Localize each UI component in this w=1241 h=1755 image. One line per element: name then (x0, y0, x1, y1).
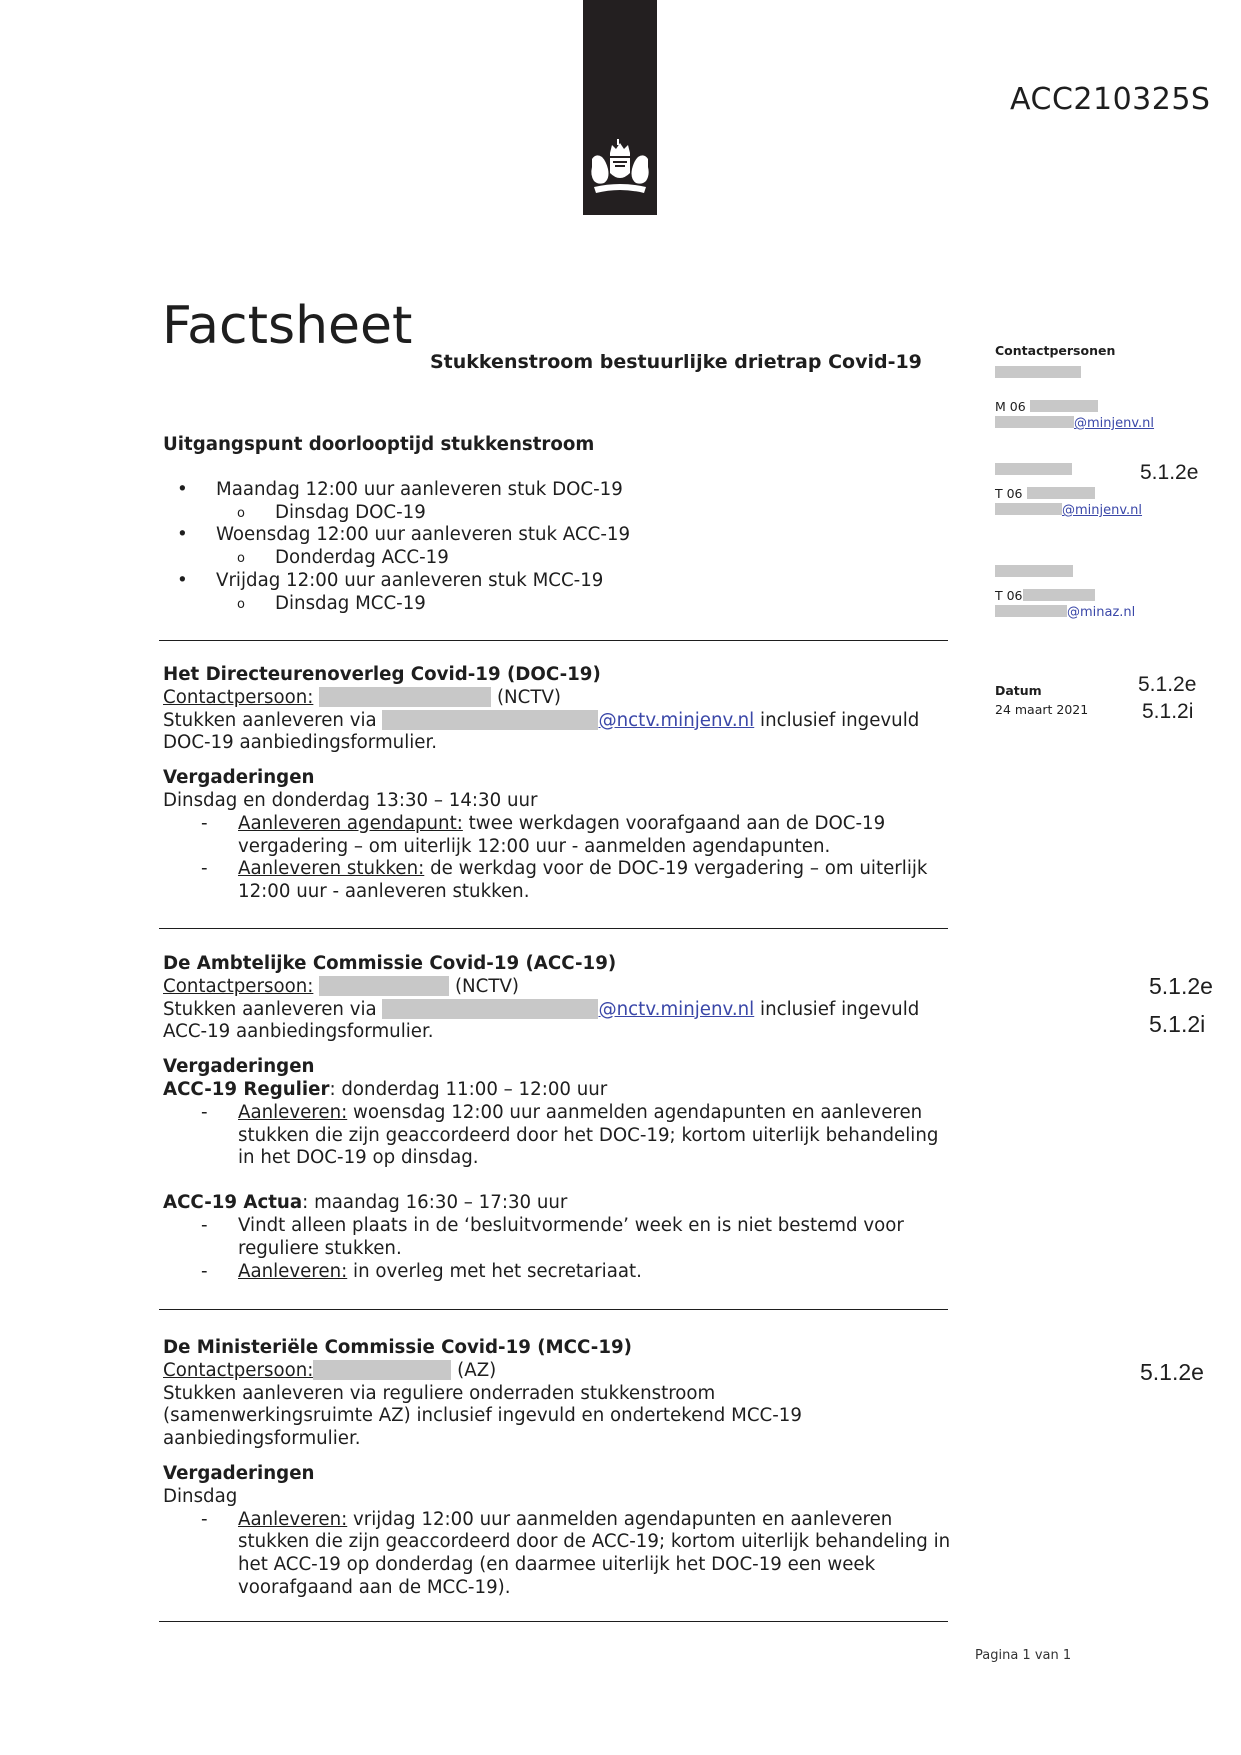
redacted-name (995, 366, 1081, 378)
contact-email (995, 415, 1195, 432)
date-label: Datum (995, 683, 1042, 698)
redacted-email (382, 710, 598, 730)
divider (159, 640, 948, 641)
email-link[interactable]: @nctv.minjenv.nl (598, 709, 755, 731)
bullet-text: vrijdag 12:00 uur aanmelden agendapunten en aanleveren stukken die zijn geaccordeerd door de ACC-19; kortom uiterlijk behandeling in het ACC-19 op donderdag (en daarmee uiterlijk het DOC-19 een week voorafgaand aan de MCC-19). (238, 1508, 951, 1598)
section-doc (163, 664, 953, 904)
contact-label: Contactpersoon: (163, 1359, 314, 1381)
list-item (163, 858, 953, 904)
list-subitem: o Donderdag ACC-19 (163, 547, 953, 570)
contact-phone (995, 588, 1195, 604)
email-link[interactable]: @minjenv.nl (1074, 416, 1155, 431)
list-item (163, 1261, 953, 1284)
list-subitem: o Dinsdag DOC-19 (163, 502, 953, 525)
submit-line-2: DOC-19 aanbiedingsformulier. (163, 732, 438, 754)
bullet-label: Aanleveren: (238, 1101, 348, 1123)
regular-meeting (163, 1079, 953, 1102)
list-item: • Woensdag 12:00 uur aanleveren stuk ACC-19 (163, 524, 953, 547)
list-subitem: o Dinsdag MCC-19 (163, 593, 953, 616)
page-title: Factsheet (162, 296, 413, 356)
divider (159, 928, 948, 929)
page-subtitle: Stukkenstroom bestuurlijke drietrap Covid-19 (430, 351, 922, 373)
redacted-email (995, 503, 1062, 515)
redacted-phone (1030, 400, 1098, 412)
contact-org: (AZ) (457, 1359, 497, 1381)
meetings-heading: Vergaderingen (163, 1056, 315, 1078)
submit-suffix: inclusief ingevuld (760, 998, 920, 1020)
submit-suffix: inclusief ingevuld (760, 709, 920, 731)
bullet-text: woensdag 12:00 uur aanmelden agendapunten en aanleveren stukken die zijn geaccordeerd door het DOC-19; kortom uiterlijk behandeling in het DOC-19 op dinsdag. (238, 1101, 939, 1169)
contact-email (995, 502, 1195, 519)
redacted-phone (1027, 487, 1095, 499)
email-link[interactable]: @minaz.nl (1067, 605, 1136, 620)
bullet-text: de werkdag voor de DOC-19 vergadering – om uiterlijk 12:00 uur - aanleveren stukken. (238, 858, 928, 903)
bullet-text: twee werkdagen voorafgaand aan de DOC-19 vergadering – om uiterlijk 12:00 uur - aanmelden agendapunten. (238, 812, 886, 857)
bullet-text: Vindt alleen plaats in de ‘besluitvormende’ week en is niet bestemd voor reguliere stukken. (238, 1214, 904, 1259)
redacted-name (995, 463, 1072, 475)
section-heading: De Ministeriële Commissie Covid-19 (MCC-19) (163, 1337, 632, 1358)
acc-regular-bullets (163, 1102, 953, 1170)
intro-section (163, 434, 953, 616)
submit-prefix: Stukken aanleveren via (163, 709, 377, 731)
submit-text: Stukken aanleveren via reguliere onderraden stukkenstroom (samenwerkingsruimte AZ) inclusief ingevuld en ondertekend MCC-19 aanbiedingsformulier. (163, 1382, 802, 1450)
redacted-email (995, 416, 1074, 428)
contact-org: (NCTV) (496, 686, 562, 708)
redaction-mark: 5.1.2i (1149, 1011, 1206, 1037)
email-link[interactable]: @nctv.minjenv.nl (598, 998, 755, 1020)
redaction-mark: 5.1.2e (1138, 673, 1197, 696)
meeting-label: ACC-19 Regulier (163, 1078, 330, 1100)
bullet-label: Aanleveren: (238, 1260, 348, 1282)
email-link[interactable]: @minjenv.nl (1062, 503, 1143, 518)
list-item: • Vrijdag 12:00 uur aanleveren stuk MCC-19 (163, 570, 953, 593)
coat-of-arms-icon (586, 139, 654, 201)
submit-line (163, 999, 953, 1022)
meeting-time: : donderdag 11:00 – 12:00 uur (329, 1078, 608, 1100)
contact-org: (NCTV) (454, 975, 520, 997)
meeting-time: : maandag 16:30 – 17:30 uur (302, 1192, 568, 1214)
meeting-label: ACC-19 Actua (163, 1192, 303, 1214)
acc-actua-bullets (163, 1215, 953, 1283)
redacted-name (319, 687, 491, 707)
contact-phone (995, 486, 1195, 502)
section-heading: Het Directeurenoverleg Covid-19 (DOC-19) (163, 664, 601, 685)
contact-line (163, 976, 953, 999)
list-item: • Maandag 12:00 uur aanleveren stuk DOC-19 (163, 479, 953, 502)
redacted-phone (1023, 589, 1095, 601)
sidebar-date (995, 683, 1088, 718)
doc-bullets (163, 813, 953, 904)
document-code: ACC210325S (1010, 82, 1211, 117)
list-item (163, 1215, 953, 1261)
date-value: 24 maart 2021 (995, 702, 1089, 717)
page-number: Pagina 1 van 1 (975, 1648, 1072, 1663)
bullet-label: Aanleveren stukken: (238, 858, 425, 880)
redacted-name (313, 1360, 451, 1380)
redacted-name (319, 976, 449, 996)
meetings-time: Dinsdag (163, 1485, 238, 1507)
submit-prefix: Stukken aanleveren via (163, 998, 377, 1020)
redaction-mark: 5.1.2e (1140, 461, 1199, 484)
contact-email (995, 604, 1195, 621)
bullet-label: Aanleveren agendapunt: (238, 812, 463, 834)
mcc-bullets (163, 1509, 953, 1600)
logo-block (583, 0, 657, 215)
phone-prefix: T 06 (995, 588, 1023, 603)
section-heading: De Ambtelijke Commissie Covid-19 (ACC-19) (163, 953, 617, 974)
submit-line (163, 710, 953, 733)
actua-meeting (163, 1192, 953, 1215)
meetings-heading: Vergaderingen (163, 1462, 315, 1484)
phone-prefix: T 06 (995, 486, 1023, 501)
redaction-mark: 5.1.2e (1149, 973, 1213, 999)
list-item (163, 813, 953, 859)
contact-line (163, 687, 953, 710)
redacted-name (995, 565, 1073, 577)
meetings-time: Dinsdag en donderdag 13:30 – 14:30 uur (163, 789, 538, 811)
divider (159, 1621, 948, 1622)
divider (159, 1309, 948, 1310)
list-item (163, 1102, 953, 1170)
redaction-mark: 5.1.2i (1142, 700, 1194, 723)
phone-prefix: M 06 (995, 399, 1026, 414)
section-mcc (163, 1337, 953, 1600)
redacted-email (382, 999, 598, 1019)
meetings-heading: Vergaderingen (163, 767, 315, 789)
intro-heading: Uitgangspunt doorlooptijd stukkenstroom (163, 434, 595, 455)
intro-list (163, 479, 953, 616)
contact-label: Contactpersoon: (163, 975, 314, 997)
section-acc (163, 953, 953, 1283)
redaction-mark: 5.1.2e (1140, 1359, 1204, 1385)
contact-phone (995, 399, 1195, 415)
contact-line (163, 1360, 953, 1383)
submit-line-2: ACC-19 aanbiedingsformulier. (163, 1021, 434, 1043)
redacted-email (995, 605, 1067, 617)
contacts-label: Contactpersonen (995, 343, 1116, 358)
list-item (163, 1509, 953, 1600)
contact-label: Contactpersoon: (163, 686, 314, 708)
bullet-text: in overleg met het secretariaat. (347, 1260, 642, 1282)
bullet-label: Aanleveren: (238, 1508, 348, 1530)
